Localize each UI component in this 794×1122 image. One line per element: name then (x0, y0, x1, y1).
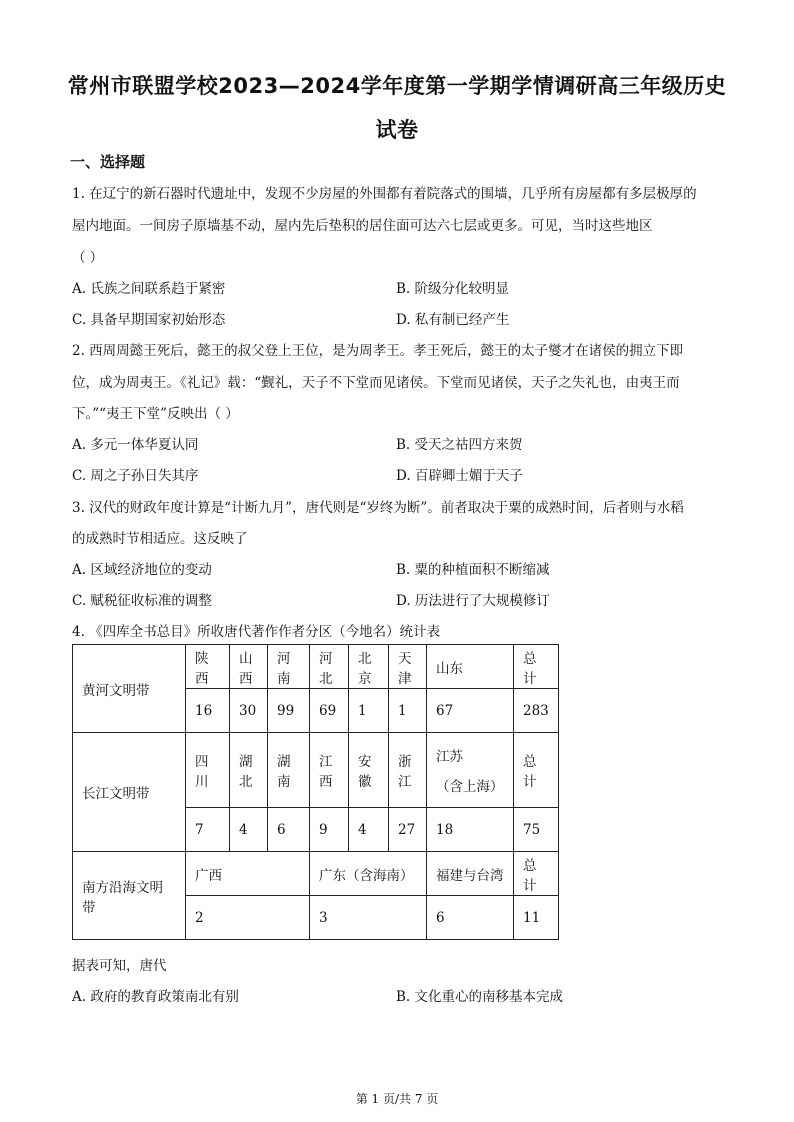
zone-label: 长江文明带 (73, 733, 186, 852)
region-cell: 四川 (186, 733, 230, 808)
value-cell: 4 (349, 808, 389, 852)
region-cell: 安徽 (349, 733, 389, 808)
zone-label: 黄河文明带 (73, 645, 186, 733)
q4-option-b: B. 文化重心的南移基本完成 (396, 989, 564, 1005)
value-cell: 6 (427, 896, 514, 940)
value-cell: 99 (268, 689, 310, 733)
q4-stem: 4. 《四库全书总目》所收唐代著作作者分区（今地名）统计表 (72, 624, 441, 640)
q2-option-a: A. 多元一体华夏认同 (72, 437, 199, 453)
total-header: 总计 (514, 645, 559, 689)
q2-line: 下。”“夷王下堂”反映出（ ） (72, 406, 239, 422)
region-cell: 河北 (310, 645, 349, 689)
section-heading: 一、选择题 (70, 153, 146, 171)
value-cell: 9 (310, 808, 349, 852)
q2-line: 位，成为周夷王。《礼记》载：“觐礼，天子不下堂而见诸侯。下堂而见诸侯，天子之失礼也，由夷王而 (72, 375, 680, 391)
q1-line: （ ） (72, 250, 104, 266)
value-cell: 7 (186, 808, 230, 852)
total-value: 283 (514, 689, 559, 733)
q1-line: 1. 在辽宁的新石器时代遗址中，发现不少房屋的外围都有着院落式的围墙，几乎所有房屋都有多层极厚的 (72, 186, 697, 202)
zone-label: 南方沿海文明带 (73, 852, 186, 940)
table-row (73, 645, 559, 689)
q4-prompt: 据表可知，唐代 (72, 958, 167, 974)
region-cell: 湖北 (230, 733, 268, 808)
region-cell: 山西 (230, 645, 268, 689)
value-cell: 1 (389, 689, 427, 733)
total-header: 总计 (514, 852, 559, 896)
q1-option-b: B. 阶级分化较明显 (396, 281, 510, 297)
region-cell: 浙江 (389, 733, 427, 808)
exam-title-line1: 常州市联盟学校2023—2024学年度第一学期学情调研高三年级历史 (67, 74, 727, 98)
q1-option-c: C. 具备早期国家初始形态 (72, 312, 226, 328)
q3-option-b: B. 粟的种植面积不断缩减 (396, 562, 550, 578)
value-cell: 3 (310, 896, 427, 940)
q2-line: 2. 西周周懿王死后，懿王的叔父登上王位，是为周孝王。孝王死后，懿王的太子燮才在诸侯的拥立下即 (72, 343, 684, 359)
q2-option-b: B. 受天之祜四方来贺 (396, 437, 523, 453)
q2-option-d: D. 百辟卿士媚于天子 (396, 468, 523, 484)
q3-option-d: D. 历法进行了大规模修订 (396, 593, 550, 609)
value-cell: 27 (389, 808, 427, 852)
region-cell: 河南 (268, 645, 310, 689)
author-statistics-table (72, 644, 559, 940)
q3-line: 3. 汉代的财政年度计算是“计断九月”，唐代则是“岁终为断”。前者取决于粟的成熟时间，后者则与水稻 (72, 500, 684, 516)
region-cell: 山东 (427, 645, 514, 689)
region-note: （含上海） (436, 779, 504, 795)
q3-line: 的成熟时节相适应。这反映了 (72, 531, 248, 547)
q2-option-c: C. 周之子孙日失其序 (72, 468, 199, 484)
value-cell: 2 (186, 896, 310, 940)
total-value: 75 (514, 808, 559, 852)
region-cell: 湖南 (268, 733, 310, 808)
table-row (73, 733, 559, 808)
region-cell: 广东（含海南） (310, 852, 427, 896)
q1-option-a: A. 氏族之间联系趋于紧密 (72, 281, 226, 297)
value-cell: 30 (230, 689, 268, 733)
region-name: 江苏 (436, 749, 463, 765)
q3-option-c: C. 赋税征收标准的调整 (72, 593, 212, 609)
value-cell: 16 (186, 689, 230, 733)
region-cell-jiangsu (427, 733, 514, 808)
region-cell: 陕西 (186, 645, 230, 689)
table-row (73, 852, 559, 896)
value-cell: 6 (268, 808, 310, 852)
total-header: 总计 (514, 733, 559, 808)
value-cell: 4 (230, 808, 268, 852)
value-cell: 69 (310, 689, 349, 733)
region-cell: 天津 (389, 645, 427, 689)
region-cell: 江西 (310, 733, 349, 808)
exam-title-line2: 试卷 (375, 118, 419, 142)
q1-option-d: D. 私有制已经产生 (396, 312, 510, 328)
q1-line: 屋内地面。一间房子原墙基不动，屋内先后垫积的居住面可达六七层或更多。可见，当时这些地区 (72, 218, 653, 234)
region-cell: 北京 (349, 645, 389, 689)
region-cell: 福建与台湾 (427, 852, 514, 896)
page-footer: 第 1 页/共 7 页 (355, 1092, 439, 1106)
value-cell: 18 (427, 808, 514, 852)
region-cell: 广西 (186, 852, 310, 896)
value-cell: 1 (349, 689, 389, 733)
total-value: 11 (514, 896, 559, 940)
q4-option-a: A. 政府的教育政策南北有别 (72, 989, 239, 1005)
value-cell: 67 (427, 689, 514, 733)
q3-option-a: A. 区域经济地位的变动 (72, 562, 212, 578)
